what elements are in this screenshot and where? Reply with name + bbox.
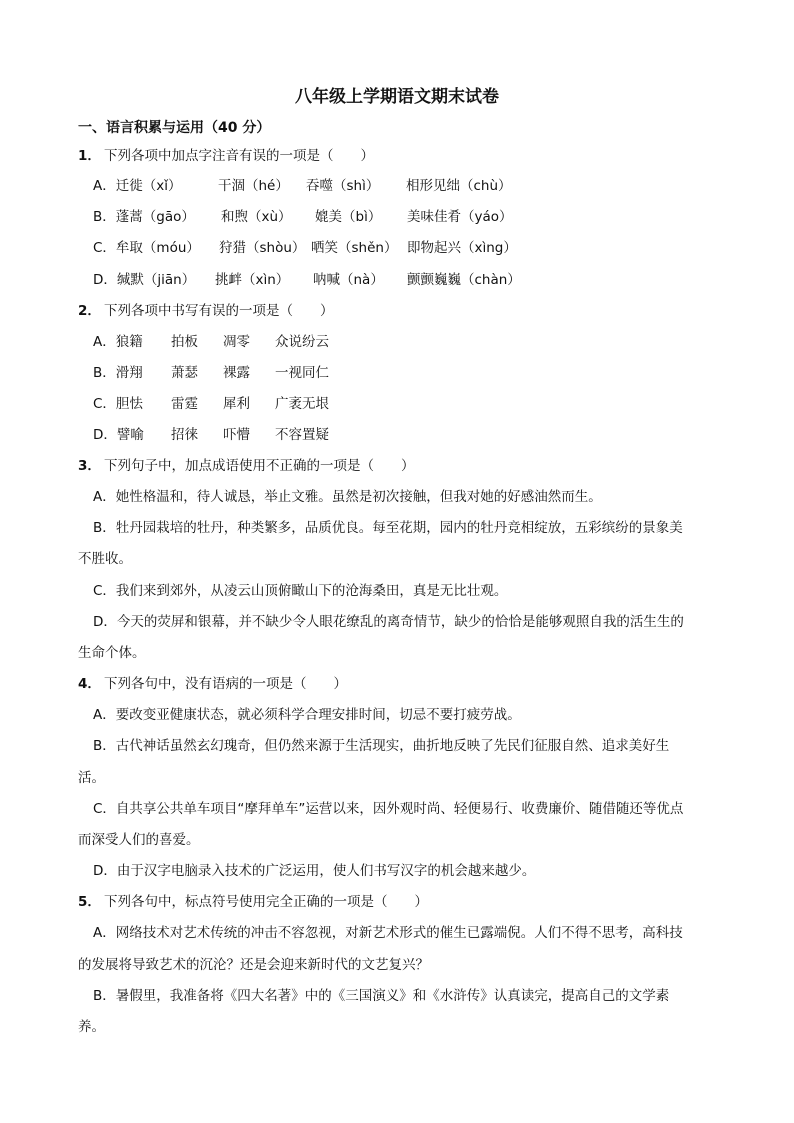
- option-item: C．胆怯: [93, 396, 143, 412]
- question-number: 1．: [78, 148, 101, 164]
- option-item: 干涸（hé）: [218, 178, 289, 194]
- page-title: 八年级上学期语文期末试卷: [295, 87, 499, 107]
- q1-option-d: [93, 270, 521, 290]
- q4-option-b: B．古代神话虽然玄幻瑰奇，但仍然来源于生活现实，曲折地反映了先民们征服自然、追求美好生: [93, 738, 670, 754]
- option-item: 招徕: [171, 427, 198, 443]
- option-item: 凋零: [223, 334, 250, 350]
- q3-option-a: A．她性格温和，待人诚恳，举止文雅。虽然是初次接触，但我对她的好感油然而生。: [93, 489, 602, 505]
- option-item: 挑衅（xìn）: [215, 272, 290, 288]
- q3-option-d-cont: 生命个体。: [78, 645, 146, 661]
- question-stem: 下列各句中，没有语病的一项是（ ）: [104, 676, 347, 692]
- option-item: C．牟取（móu）: [93, 240, 200, 256]
- q1-option-b: [93, 207, 513, 227]
- q5-option-a: A．网络技术对艺术传统的冲击不容忽视，对新艺术形式的催生已露端倪。人们不得不思考，高科技: [93, 925, 683, 941]
- section-heading: 一、语言积累与运用（40 分）: [78, 120, 271, 136]
- q3-option-b-cont: 不胜收。: [78, 551, 132, 567]
- question-number: 5．: [78, 894, 101, 910]
- option-item: B．滑翔: [93, 365, 143, 381]
- q3-option-b: B．牡丹园栽培的牡丹，种类繁多，品质优良。每至花期，园内的牡丹竞相绽放，五彩缤纷的景象美: [93, 520, 683, 536]
- option-item: 吞噬（shì）: [306, 178, 380, 194]
- option-item: 一视同仁: [275, 365, 329, 381]
- option-item: 哂笑（shěn）: [311, 240, 398, 256]
- option-item: 和煦（xù）: [221, 209, 292, 225]
- q5-option-a-cont: 的发展将导致艺术的沉沦？还是会迎来新时代的文艺复兴？: [78, 957, 429, 973]
- q4-option-a: A．要改变亚健康状态，就必须科学合理安排时间，切忌不要打疲劳战。: [93, 707, 521, 723]
- option-item: 雷霆: [171, 396, 198, 412]
- question-stem: 下列各句中，标点符号使用完全正确的一项是（ ）: [104, 894, 428, 910]
- q1-option-c: [93, 238, 517, 258]
- option-item: 颤颤巍巍（chàn）: [407, 272, 521, 288]
- q2-option-c: [93, 394, 329, 414]
- question-number: 2．: [78, 303, 101, 319]
- q3-option-d: D．今天的荧屏和银幕，并不缺少令人眼花缭乱的离奇情节，缺少的恰恰是能够观照自我的活生生的: [93, 614, 684, 630]
- q4-option-c-cont: 而深受人们的喜爱。: [78, 832, 200, 848]
- option-item: 萧瑟: [171, 365, 198, 381]
- option-item: 犀利: [223, 396, 250, 412]
- option-item: 呐喊（nà）: [313, 272, 384, 288]
- question-number: 3．: [78, 458, 101, 474]
- q2-option-a: [93, 332, 329, 352]
- q4-option-d: D．由于汉字电脑录入技术的广泛运用，使人们书写汉字的机会越来越少。: [93, 863, 536, 879]
- option-item: A．迁徙（xǐ）: [93, 178, 182, 194]
- q2-option-b: [93, 363, 329, 383]
- option-item: 拍板: [171, 334, 198, 350]
- option-item: D．缄默（jiān）: [93, 272, 196, 288]
- question-1: [78, 146, 374, 166]
- option-item: 广袤无垠: [275, 396, 329, 412]
- option-item: A．狼籍: [93, 334, 143, 350]
- option-item: 即物起兴（xìng）: [407, 240, 517, 256]
- option-item: 媲美（bì）: [315, 209, 382, 225]
- option-item: 不容置疑: [275, 427, 329, 443]
- question-4: [78, 674, 347, 694]
- question-stem: 下列各项中加点字注音有误的一项是（ ）: [104, 148, 374, 164]
- q3-option-c: C．我们来到郊外，从凌云山顶俯瞰山下的沧海桑田，真是无比壮观。: [93, 583, 508, 599]
- q1-option-a: [93, 176, 512, 196]
- q5-option-b-cont: 养。: [78, 1019, 105, 1035]
- question-stem: 下列各项中书写有误的一项是（ ）: [104, 303, 334, 319]
- option-item: 裸露: [223, 365, 250, 381]
- option-item: D．譬喻: [93, 427, 144, 443]
- q4-option-b-cont: 活。: [78, 770, 105, 786]
- option-item: 美味佳肴（yáo）: [407, 209, 513, 225]
- option-item: B．蓬蒿（gāo）: [93, 209, 195, 225]
- question-2: [78, 301, 334, 321]
- option-item: 狩猎（shòu）: [219, 240, 306, 256]
- question-number: 4．: [78, 676, 101, 692]
- question-5: [78, 892, 428, 912]
- question-3: [78, 456, 415, 476]
- q2-option-d: [93, 425, 329, 445]
- option-item: 相形见绌（chù）: [406, 178, 512, 194]
- q4-option-c: C．自共享公共单车项目“摩拜单车”运营以来，因外观时尚、轻便易行、收费廉价、随借随还等优点: [93, 801, 684, 817]
- option-item: 吓懵: [223, 427, 250, 443]
- q5-option-b: B．暑假里，我准备将《四大名著》中的《三国演义》和《水浒传》认真读完，提高自己的文学素: [93, 988, 670, 1004]
- question-stem: 下列句子中，加点成语使用不正确的一项是（ ）: [104, 458, 415, 474]
- option-item: 众说纷云: [275, 334, 329, 350]
